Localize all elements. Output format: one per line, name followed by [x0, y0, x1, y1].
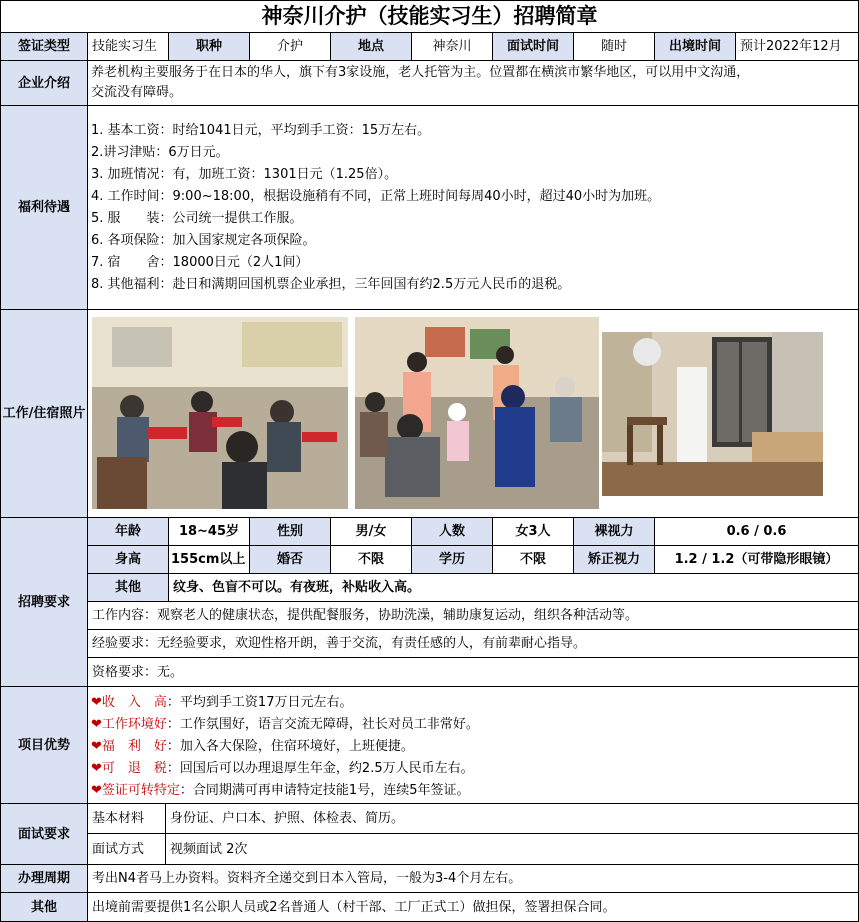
naked-vision-label: 裸视力 [573, 517, 655, 546]
other-req-value: 纹身、色盲不可以。有夜班，补贴收入高。 [168, 573, 859, 602]
activity-room-photo [92, 317, 348, 509]
welfare-item: 2.讲习津贴：6万日元。 [91, 145, 229, 160]
heart-icon: ❤ [91, 761, 102, 776]
materials-value: 身份证、户口本、护照、体检表、简历。 [165, 803, 859, 834]
count-value: 女3人 [492, 517, 574, 546]
dormitory-photo [602, 332, 823, 496]
staff-children-photo [355, 317, 599, 509]
advantage-text: ：平均到手工资17万日元左右。 [166, 695, 353, 710]
corrected-vision-value: 1.2 / 1.2（可带隐形眼镜） [654, 545, 859, 574]
advantage-key: 签证可转特定 [101, 783, 180, 798]
advantage-text: ：加入各大保险，住宿环境好，上班便捷。 [166, 739, 414, 754]
age-value: 18~45岁 [168, 517, 250, 546]
other-value: 出境前需要提供1名公职人员或2名普通人（村干部、工厂正式工）做担保，签署担保合同。 [87, 892, 859, 922]
welfare-item: 5. 服 装：公司统一提供工作服。 [91, 211, 303, 226]
departure-value: 预计2022年12月 [735, 32, 859, 61]
gender-value: 男/女 [330, 517, 412, 546]
gender-label: 性别 [249, 517, 331, 546]
welfare-label: 福利待遇 [0, 105, 88, 310]
advantage-text: ：回国后可以办理退厚生年金，约2.5万人民币左右。 [166, 761, 474, 776]
marriage-value: 不限 [330, 545, 412, 574]
welfare-item: 6. 各项保险：加入国家规定各项保险。 [91, 233, 316, 248]
job-value: 介护 [249, 32, 331, 61]
page-title: 神奈川介护（技能实习生）招聘简章 [0, 0, 859, 33]
advantages-list [87, 686, 859, 804]
work-content: 工作内容：观察老人的健康状态，提供配餐服务，协助洗澡，辅助康复运动，组织各种活动等。 [87, 601, 859, 630]
age-label: 年龄 [87, 517, 169, 546]
place-label: 地点 [330, 32, 412, 61]
advantage-key: 收 入 高 [101, 695, 167, 710]
intro-line: 交流没有障碍。 [91, 85, 183, 100]
intro-text [87, 60, 859, 106]
other-label: 其他 [0, 892, 88, 922]
period-value: 考出N4者马上办资料。资料齐全递交到日本入管局，一般为3-4个月左右。 [87, 864, 859, 893]
period-label: 办理周期 [0, 864, 88, 893]
welfare-list [87, 105, 859, 310]
qualification-requirement: 资格要求：无。 [87, 657, 859, 687]
heart-icon: ❤ [91, 695, 102, 710]
height-label: 身高 [87, 545, 169, 574]
materials-label: 基本材料 [87, 803, 166, 834]
other-req-label: 其他 [87, 573, 169, 602]
advantage-text: ：工作氛围好，语言交流无障碍，社长对员工非常好。 [166, 717, 479, 732]
interview-label: 面试要求 [0, 803, 88, 865]
height-value: 155cm以上 [168, 545, 250, 574]
interview-time-value: 随时 [573, 32, 655, 61]
advantage-item [91, 780, 858, 802]
welfare-item: 1. 基本工资：时给1041日元，平均到手工资：15万左右。 [91, 123, 431, 138]
advantage-key: 可 退 税 [101, 761, 167, 776]
welfare-item: 4. 工作时间：9:00~18:00，根据设施稍有不同，正常上班时间每周40小时，超过40小时为加班。 [91, 189, 661, 204]
advantage-key: 福 利 好 [101, 739, 167, 754]
heart-icon: ❤ [91, 717, 102, 732]
experience-requirement: 经验要求：无经验要求，欢迎性格开朗，善于交流，有责任感的人，有前辈耐心指导。 [87, 629, 859, 658]
photos-label: 工作/住宿照片 [0, 309, 88, 518]
marriage-label: 婚否 [249, 545, 331, 574]
departure-label: 出境时间 [654, 32, 736, 61]
place-value: 神奈川 [411, 32, 493, 61]
intro-label: 企业介绍 [0, 60, 88, 106]
advantage-text: ：合同期满可再申请特定技能1号，连续5年签证。 [179, 783, 470, 798]
education-value: 不限 [492, 545, 574, 574]
count-label: 人数 [411, 517, 493, 546]
intro-line: 养老机构主要服务于在日本的华人，旗下有3家设施，老人托管为主。位置都在横滨市繁华地区，可以用中文沟通， [91, 65, 750, 80]
welfare-item: 8. 其他福利：赴日和满期回国机票企业承担，三年回国有约2.5万元人民币的退税。 [91, 277, 571, 292]
heart-icon: ❤ [91, 783, 102, 798]
visa-type-label: 签证类型 [0, 32, 88, 61]
advantage-item [91, 758, 858, 780]
advantage-item [91, 692, 858, 714]
education-label: 学历 [411, 545, 493, 574]
welfare-item: 3. 加班情况：有，加班工资：1301日元（1.25倍）。 [91, 167, 398, 182]
heart-icon: ❤ [91, 739, 102, 754]
visa-type-value: 技能实习生 [87, 32, 169, 61]
advantage-item [91, 736, 858, 758]
interview-time-label: 面试时间 [492, 32, 574, 61]
advantages-label: 项目优势 [0, 686, 88, 804]
welfare-item: 7. 宿 舍：18000日元（2人1间） [91, 255, 309, 270]
interview-method-label: 面试方式 [87, 833, 166, 865]
job-label: 职种 [168, 32, 250, 61]
requirements-label: 招聘要求 [0, 517, 88, 687]
naked-vision-value: 0.6 / 0.6 [654, 517, 859, 546]
advantage-key: 工作环境好 [101, 717, 167, 732]
interview-method-value: 视频面试 2次 [165, 833, 859, 865]
advantage-item [91, 714, 858, 736]
corrected-vision-label: 矫正视力 [573, 545, 655, 574]
